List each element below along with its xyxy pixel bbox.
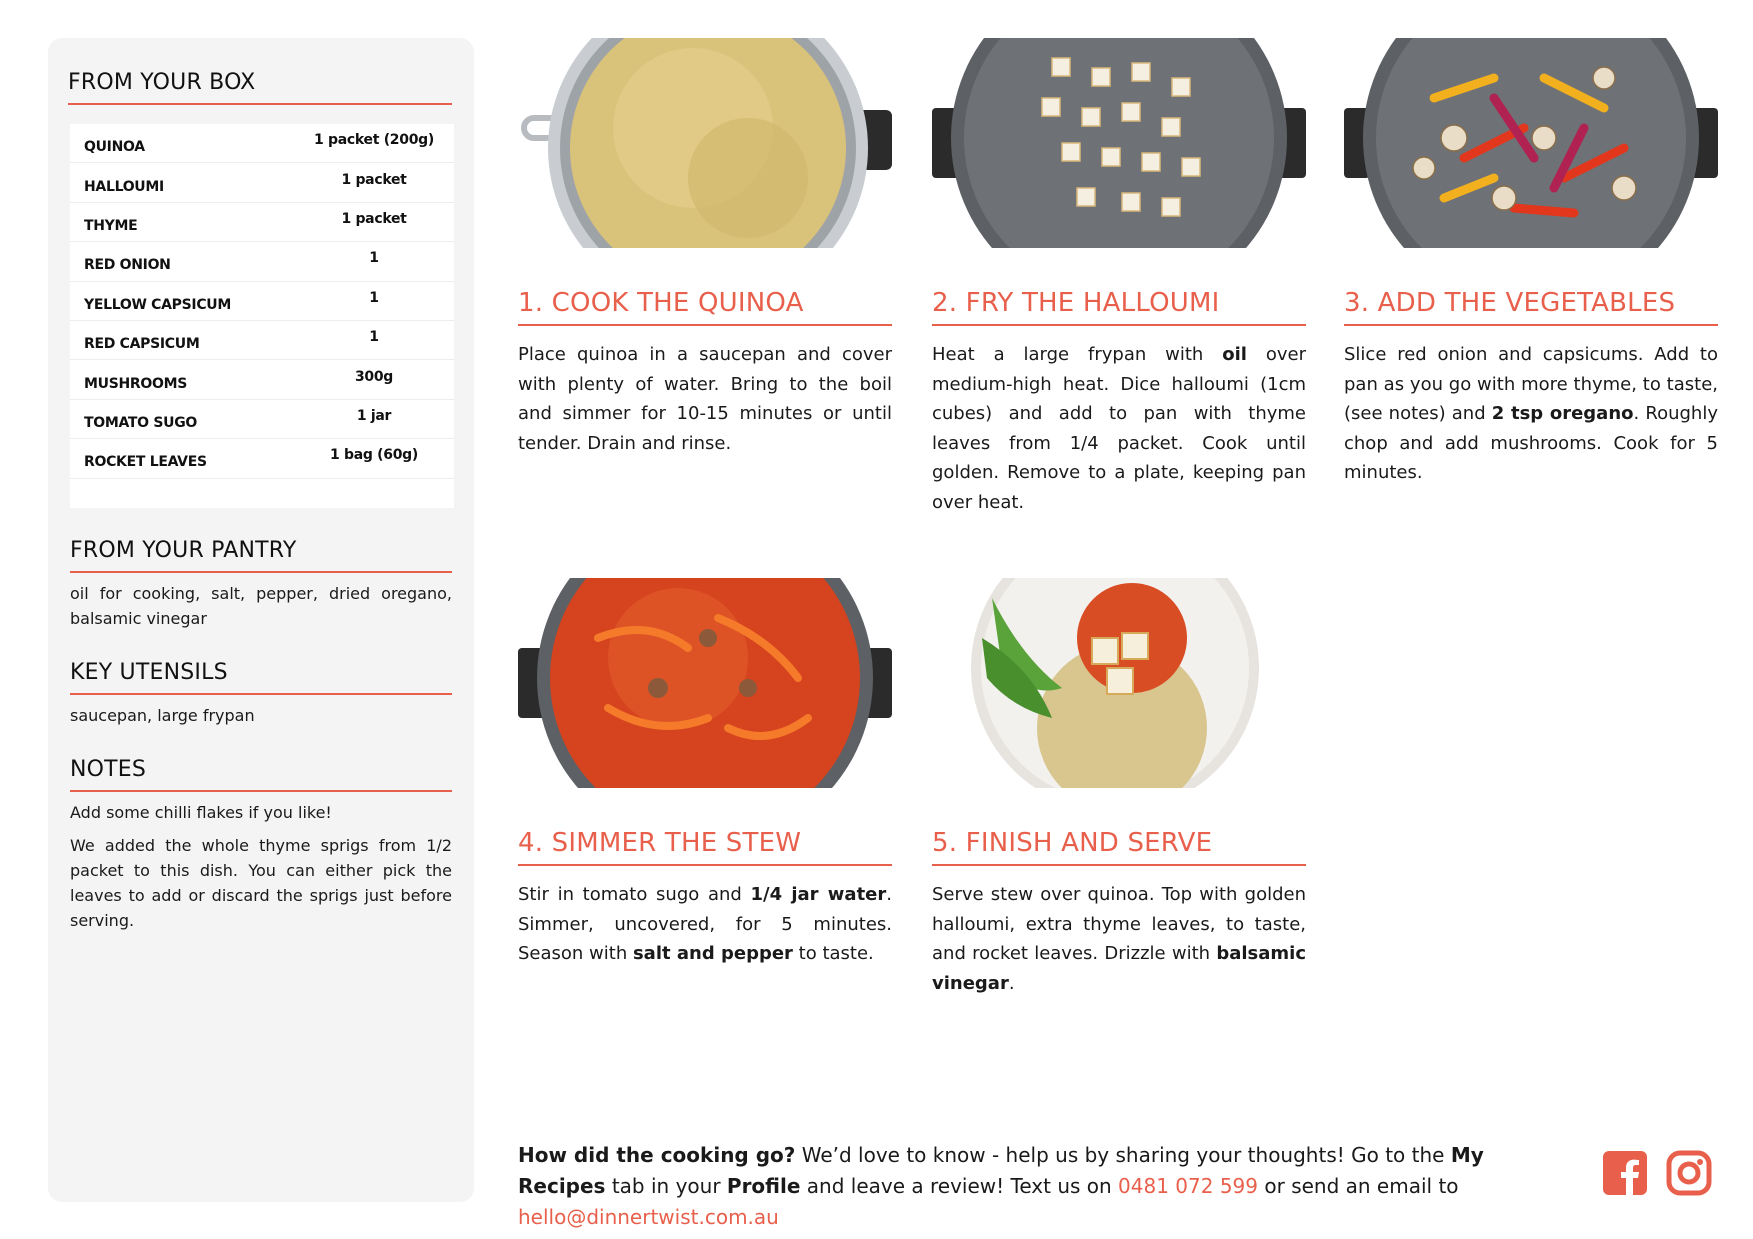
- ingredient-row: [70, 163, 454, 202]
- text-segment: Heat a large frypan with: [932, 344, 1223, 365]
- ingredient-name: RED CAPSICUM: [84, 336, 200, 353]
- step-4-title: 4. SIMMER THE STEW: [518, 828, 892, 866]
- ingredient-name: ROCKET LEAVES: [84, 454, 207, 471]
- ingredient-qty: 1 packet (200g): [314, 132, 434, 149]
- from-your-box-title: FROM YOUR BOX: [68, 70, 452, 105]
- instagram-icon[interactable]: [1666, 1150, 1712, 1196]
- quinoa-saucepan-photo: [518, 38, 892, 248]
- step-5-title: 5. FINISH AND SERVE: [932, 828, 1306, 866]
- text-segment: How did the cooking go?: [518, 1143, 796, 1167]
- ingredient-qty: 300g: [354, 368, 394, 385]
- ingredients-table: [70, 124, 454, 508]
- from-your-pantry-title: FROM YOUR PANTRY: [70, 538, 452, 573]
- step-1-body: [518, 340, 892, 458]
- pantry-section: [70, 538, 452, 631]
- utensils-text: saucepan, large frypan: [70, 706, 255, 725]
- feedback-text: [518, 1140, 1578, 1233]
- ingredient-name: THYME: [84, 217, 138, 234]
- text-segment: and leave a review! Text us on: [800, 1174, 1119, 1198]
- stew-frypan-photo: [518, 578, 892, 788]
- text-segment: to taste.: [792, 943, 874, 964]
- step-3-body: [1344, 340, 1718, 488]
- sidebar: [48, 38, 474, 1202]
- text-segment: Profile: [726, 1174, 801, 1198]
- ingredient-qty: 1 packet: [341, 171, 407, 188]
- note-item: Add some chilli flakes if you like!: [70, 803, 332, 822]
- text-segment: tab in your: [605, 1174, 727, 1198]
- ingredient-name: QUINOA: [84, 139, 145, 156]
- contact-link: 0481 072 599: [1118, 1174, 1259, 1198]
- ingredient-qty: 1: [369, 329, 379, 346]
- facebook-icon[interactable]: [1602, 1150, 1648, 1196]
- text-segment: Stir in tomato sugo and: [518, 884, 751, 905]
- ingredient-row: [70, 360, 454, 399]
- step-3-title: 3. ADD THE VEGETABLES: [1344, 288, 1718, 326]
- notes-section: [70, 757, 452, 933]
- text-segment: We’d love to know - help us by sharing your thoughts! Go to the: [795, 1143, 1451, 1167]
- ingredient-row: [70, 439, 454, 478]
- text-segment: My Recipes: [518, 1143, 1484, 1198]
- contact-link: hello@dinnertwist.com.au: [518, 1205, 779, 1229]
- ingredient-row: [70, 321, 454, 360]
- ingredient-qty: 1 jar: [356, 407, 392, 424]
- ingredient-name: MUSHROOMS: [84, 375, 187, 392]
- ingredient-name: TOMATO SUGO: [84, 414, 197, 431]
- text-segment: Place quinoa in a saucepan and cover with plenty of water. Bring to the boil and simmer for 10-15 minutes or until tender. Drain and rinse.: [518, 344, 892, 454]
- vegetables-frypan-photo: [1344, 38, 1718, 248]
- text-segment: Serve stew over quinoa. Top with golden halloumi, extra thyme leaves, to taste, and rocket leaves. Drizzle with: [932, 884, 1306, 964]
- step-5: [932, 578, 1306, 998]
- ingredient-qty: 1 packet: [341, 210, 407, 227]
- ingredient-name: RED ONION: [84, 257, 171, 274]
- text-segment: salt and pepper: [632, 943, 793, 964]
- step-4-body: [518, 880, 892, 969]
- ingredient-row: [70, 203, 454, 242]
- step-4: [518, 578, 892, 969]
- ingredient-row: [70, 124, 454, 163]
- step-5-body: [932, 880, 1306, 998]
- ingredient-name: HALLOUMI: [84, 178, 164, 195]
- pantry-text: oil for cooking, salt, pepper, dried oregano, balsamic vinegar: [70, 584, 452, 628]
- ingredient-name: YELLOW CAPSICUM: [84, 296, 231, 313]
- text-segment: . Roughly chop and add mushrooms. Cook for 5 minutes.: [1344, 403, 1718, 483]
- text-segment: balsamic vinegar: [932, 943, 1306, 994]
- step-2-title: 2. FRY THE HALLOUMI: [932, 288, 1306, 326]
- text-segment: oil: [1222, 344, 1247, 365]
- key-utensils-title: KEY UTENSILS: [70, 660, 452, 695]
- text-segment: .: [1008, 972, 1015, 994]
- text-segment: 2 tsp oregano: [1491, 403, 1634, 424]
- finished-bowl-photo: [932, 578, 1306, 788]
- text-segment: . Simmer, uncovered, for 5 minutes. Season with: [518, 884, 892, 964]
- ingredient-row: [70, 400, 454, 439]
- step-2-body: [932, 340, 1306, 517]
- text-segment: 1/4 jar water: [750, 884, 887, 905]
- step-1-title: 1. COOK THE QUINOA: [518, 288, 892, 326]
- ingredient-row: [70, 282, 454, 321]
- ingredient-qty: 1: [369, 250, 379, 267]
- ingredient-qty: 1 bag (60g): [330, 447, 418, 464]
- halloumi-frypan-photo: [932, 38, 1306, 248]
- notes-title: NOTES: [70, 757, 452, 792]
- step-1: [518, 38, 892, 458]
- step-3: [1344, 38, 1718, 488]
- ingredient-row: [70, 242, 454, 281]
- step-2: [932, 38, 1306, 517]
- text-segment: or send an email to: [1258, 1174, 1459, 1198]
- note-item: We added the whole thyme sprigs from 1/2 packet to this dish. You can either pick the leaves to add or discard the sprigs just before serving.: [70, 836, 452, 930]
- text-segment: over medium-high heat. Dice halloumi (1cm cubes) and add to pan with thyme leaves from 1/4 packet. Cook until golden. Remove to a plate, keeping pan over heat.: [932, 344, 1306, 513]
- utensils-section: [70, 660, 452, 728]
- text-segment: Slice red onion and capsicums. Add to pan as you go with more thyme, to taste, (see notes) and: [1344, 344, 1718, 424]
- ingredient-qty: 1: [369, 289, 379, 306]
